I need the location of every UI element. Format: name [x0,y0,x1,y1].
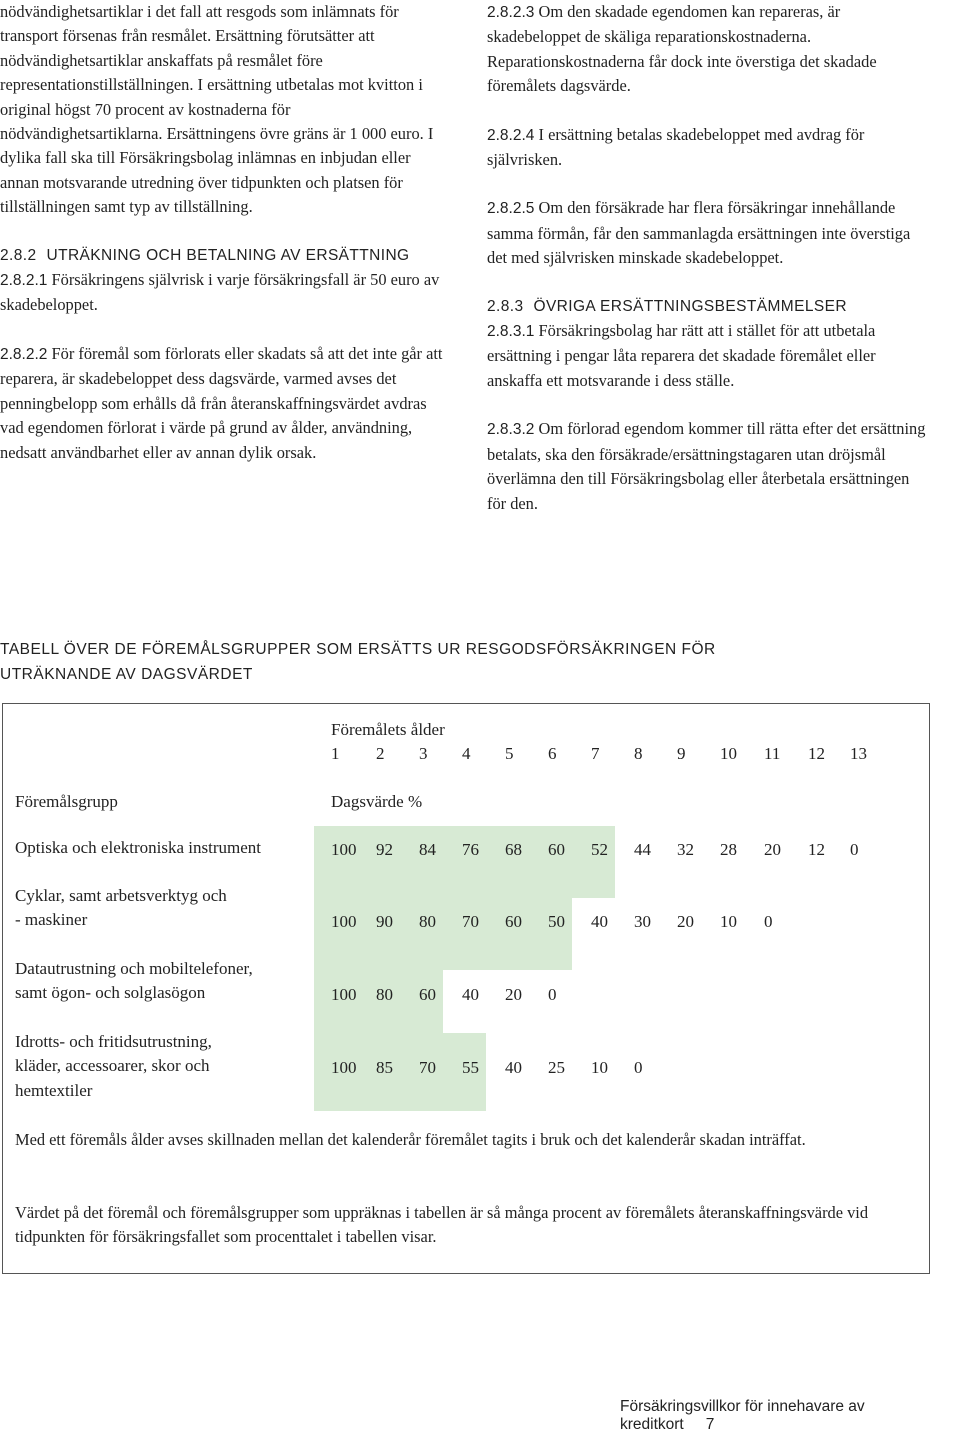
value-cell: 40 [591,912,608,931]
clause-text: Om den skadade egendomen kan repareras, är skadebeloppet de skäliga reparationskostnaderna. Reparationskostnaderna får dock inte överstiga det skadade föremålets dagsvärde. [487,2,877,96]
clause-text: Om den försäkrade har flera försäkringar innehållande samma förmån, får den sammanlagda ersättningen inte överstiga det med självrisken minskade skadebeloppet. [487,198,911,268]
clause-text: Om förlorad egendom kommer till rätta efter det ersättning betalats, ska den försäkrade/ersättningstagaren utan dröjsmål överlämna den till Försäkringsbolag eller återbetala ersättningen för den. [487,419,926,513]
group-label-line: hemtextiler [15,1080,93,1100]
value-cell: 68 [505,840,522,859]
table-note-value: Värdet på det föremål och föremålsgrupper som uppräknas i tabellen är så många procent av föremålets återanskaffningsvärde vid tidpunkten för försäkringsfallet som procenttalet i tabellen visar. [15,1203,869,1247]
age-column-header: 4 [462,744,471,763]
clause-number: 2.8.3.1 [487,323,535,341]
value-cell: 20 [677,912,694,931]
clause-2-8-2-1 [0,268,452,318]
value-cell: 70 [419,1058,436,1077]
value-header-label: Dagsvärde % [331,792,423,811]
age-column-header: 6 [548,744,557,763]
table-title: TABELL ÖVER DE FÖREMÅLSGRUPPER SOM ERSÄTTS UR RESGODSFÖRSÄKRINGEN FÖR UTRÄKNANDE AV DAGSVÄRDET [0,641,716,683]
value-cell: 60 [419,985,436,1004]
value-cell: 55 [462,1058,479,1077]
group-label-line: Idrotts- och fritidsutrustning, [15,1032,212,1051]
clause-2-8-2-2 [0,342,452,465]
value-cell: 80 [376,985,393,1004]
value-cell: 60 [548,840,565,859]
section-title: UTRÄKNING OCH BETALNING AV ERSÄTTNING [46,246,410,264]
age-column-header: 11 [764,744,781,763]
value-cell: 76 [462,840,479,859]
clause-number: 2.8.2.2 [0,345,48,363]
value-cell: 30 [634,912,651,931]
group-header-label: Föremålsgrupp [15,792,118,811]
group-label-line: Datautrustning och mobiltelefoner, [15,959,253,978]
age-column-header: 10 [720,744,737,763]
value-cell: 0 [548,985,557,1004]
group-label-line: Cyklar, samt arbetsverktyg och [15,886,227,905]
page-number: 7 [705,1416,715,1433]
clause-2-8-2-3 [487,0,927,99]
group-label [15,884,310,933]
value-cell: 70 [462,912,479,931]
group-label-line: Optiska och elektroniska instrument [15,838,261,857]
value-cell: 12 [808,840,825,859]
age-column-header: 13 [850,744,867,763]
clause-2-8-2-4 [487,123,927,173]
clause-number: 2.8.2.5 [487,200,535,218]
value-cell: 0 [634,1058,643,1077]
value-cell: 100 [331,985,357,1004]
value-cell: 20 [764,840,781,859]
value-cell: 10 [591,1058,608,1077]
age-column-header: 12 [808,744,825,763]
section-heading-2-8-2 [0,244,452,268]
section-title: ÖVRIGA ERSÄTTNINGSBESTÄMMELSER [533,297,847,315]
table-note-age: Med ett föremåls ålder avses skillnaden mellan det kalenderår föremålet tagits i bruk och det kalenderår skadan inträffat. [15,1130,806,1149]
age-column-header: 9 [677,744,686,763]
value-cell: 0 [850,840,859,859]
left-column [0,0,452,465]
group-label-line: samt ögon- och solglasögon [15,983,206,1003]
value-cell: 40 [505,1058,522,1077]
age-column-header: 3 [419,744,428,763]
age-column-header: 5 [505,744,514,763]
value-cell: 100 [331,1058,357,1077]
clause-number: 2.8.2.1 [0,272,48,290]
clause-number: 2.8.2.4 [487,126,535,144]
value-cell: 28 [720,840,737,859]
paragraph-representation: nödvändighetsartiklar i det fall att resgods som inlämnats för transport försenas från resmålet. Ersättning förutsätter att nödvändighetsartiklar anskaffats på resmålet före representationstillställningen. I ersättning utbetalas mot kvitton i original högst 70 procent av kostnaderna för nödvändighetsartiklarna. Ersättningens övre gräns är 1 000 euro. I dylika fall ska till Försäkringsbolag inlämnas en inbjudan eller annan motsvarande utredning över tidpunkten och platsen för tillställningen samt typ av tillställning. [0,2,434,217]
age-column-header: 7 [591,744,600,763]
page-footer [620,1398,960,1434]
value-cell: 40 [462,985,479,1004]
age-column-header: 8 [634,744,643,763]
value-cell: 100 [331,912,357,931]
clause-number: 2.8.3.2 [487,421,535,439]
value-cell: 20 [505,985,522,1004]
value-cell: 84 [419,840,436,859]
clause-text: Försäkringens självrisk i varje försäkringsfall är 50 euro av skadebeloppet. [0,270,440,315]
section-number: 2.8.2 [0,246,37,264]
value-cell: 90 [376,912,393,931]
footer-title: Försäkringsvillkor för innehavare av kreditkort [620,1398,865,1433]
value-cell: 52 [591,840,608,859]
value-cell: 50 [548,912,565,931]
age-header-label: Föremålets ålder [331,720,445,739]
value-cell: 44 [634,840,651,859]
section-heading-2-8-3 [487,295,927,319]
value-cell: 100 [331,840,357,859]
group-label [15,957,310,1006]
group-label [15,1030,310,1103]
clause-2-8-3-2 [487,417,927,516]
depreciation-table [2,703,930,1274]
clause-2-8-2-5 [487,196,927,270]
section-number: 2.8.3 [487,297,524,315]
value-cell: 85 [376,1058,393,1077]
age-column-header: 2 [376,744,385,763]
value-cell: 92 [376,840,393,859]
clause-2-8-3-1 [487,319,927,393]
group-label-line: kläder, accessoarer, skor och [15,1056,210,1076]
value-cell: 32 [677,840,694,859]
clause-text: För föremål som förlorats eller skadats så att det inte går att reparera, är skadebeloppet dess dagsvärde, varmed avses det penningbelopp som erhålls då från återanskaffningsvärdet avdras vad egendomen förlorat i värde på grund av ålder, användning, nedsatt användbarhet eller av annan dylik orsak. [0,343,443,462]
value-cell: 25 [548,1058,565,1077]
value-cell: 10 [720,912,737,931]
group-label-line: - maskiner [15,910,88,930]
clause-text: Försäkringsbolag har rätt att i stället för att utbetala ersättning i pengar låta reparera det skadade föremålet eller anskaffa ett motsvarande i dess ställe. [487,321,876,390]
right-column [487,0,927,516]
age-column-header: 1 [331,744,340,763]
value-cell: 80 [419,912,436,931]
value-cell: 60 [505,912,522,931]
clause-text: I ersättning betalas skadebeloppet med avdrag för självrisken. [487,124,865,170]
value-cell: 0 [764,912,773,931]
group-label [15,836,310,860]
clause-number: 2.8.2.3 [487,4,535,21]
